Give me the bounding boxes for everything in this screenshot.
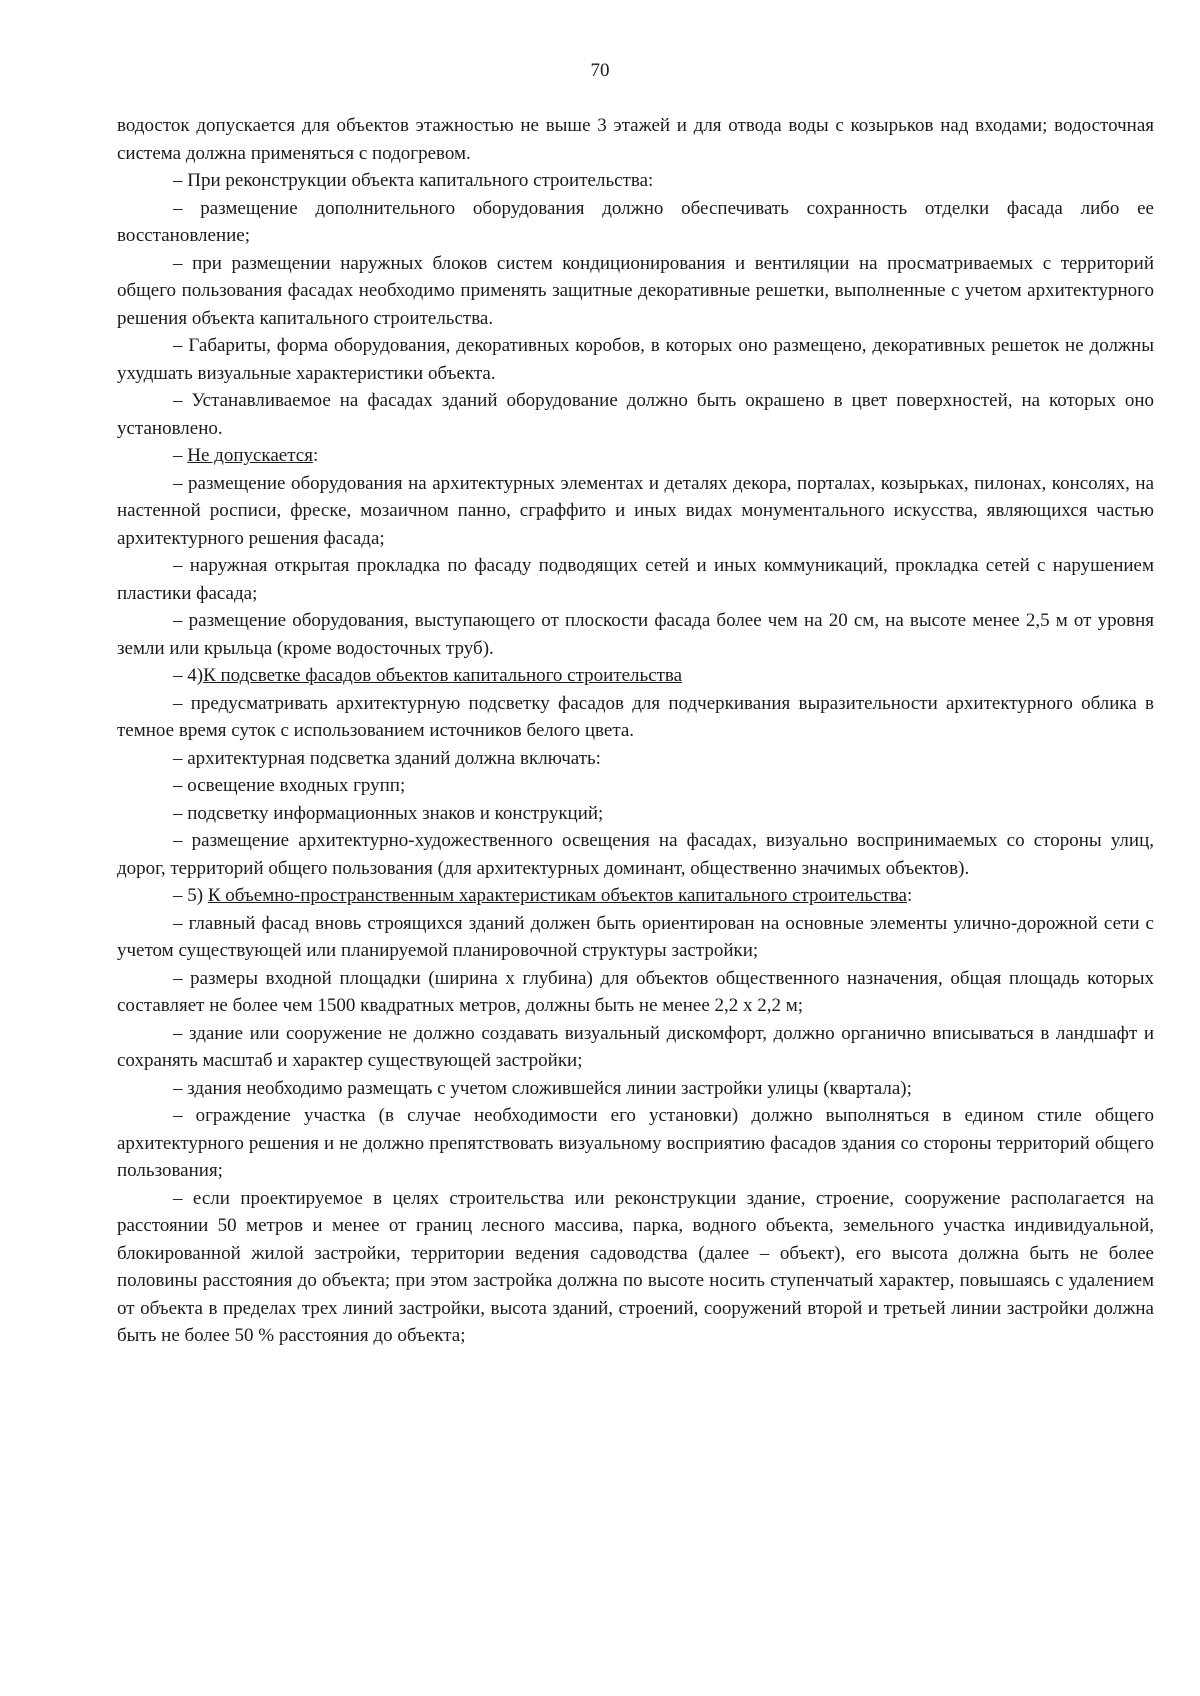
paragraph: – при размещении наружных блоков систем кондиционирования и вентиляции на просматриваемых с территорий общего пользования фасадах необходимо применять защитные декоративные решетки, выполненные с учетом архитектурного решения объекта капитального строительства. bbox=[117, 252, 1154, 329]
paragraph-heading bbox=[117, 882, 1154, 910]
heading-suffix: : bbox=[907, 885, 913, 906]
paragraph: – здание или сооружение не должно создавать визуальный дискомфорт, должно органично вписываться в ландшафт и сохранять масштаб и характер существующей застройки; bbox=[117, 1022, 1154, 1071]
paragraph: – главный фасад вновь строящихся зданий должен быть ориентирован на основные элементы улично-дорожной сети с учетом существующей или планируемой планировочной структуры застройки; bbox=[117, 912, 1154, 961]
underlined-heading: К объемно-пространственным характеристикам объектов капитального строительства bbox=[207, 885, 907, 906]
paragraph: водосток допускается для объектов этажностью не выше 3 этажей и для отвода воды с козырьков над входами; водосточная система должна применяться с подогревом. bbox=[117, 115, 1154, 164]
paragraph: – подсветку информационных знаков и конструкций; bbox=[173, 802, 604, 824]
paragraph-heading bbox=[117, 442, 1154, 470]
paragraph: – размещение дополнительного оборудования должно обеспечивать сохранность отделки фасада либо ее восстановление; bbox=[117, 197, 1154, 246]
underlined-heading: Не допускается bbox=[187, 445, 313, 466]
paragraph: – наружная открытая прокладка по фасаду подводящих сетей и иных коммуникаций, прокладка сетей с нарушением пластики фасада; bbox=[117, 555, 1154, 604]
heading-prefix: – 5) bbox=[173, 885, 208, 906]
paragraph: – если проектируемое в целях строительства или реконструкции здание, строение, сооружение располагается на расстоянии 50 метров и менее от границ лесного массива, парка, водного объекта, земельного участка индивидуальной, блокированной жилой застройки, территории ведения садоводства (далее – объект), его высота должна быть не более половины расстояния до объекта; при этом застройка должна по высоте носить ступенчатый характер, повышаясь с удалением от объекта в пределах трех линий застройки, высота зданий, строений, сооружений второй и третьей линии застройки должна быть не более 50 % расстояния до объекта; bbox=[117, 1187, 1154, 1346]
paragraph: – освещение входных групп; bbox=[173, 775, 406, 796]
heading-prefix: – 4) bbox=[173, 665, 204, 686]
paragraph: – архитектурная подсветка зданий должна включать: bbox=[173, 747, 601, 769]
paragraph: – Устанавливаемое на фасадах зданий оборудование должно быть окрашено в цвет поверхностей, на которых оно установлено. bbox=[117, 390, 1154, 439]
paragraph-heading bbox=[117, 662, 1154, 690]
document-body bbox=[117, 112, 1154, 1350]
paragraph: – Габариты, форма оборудования, декоративных коробов, в которых оно размещено, декоративных решеток не должны ухудшать визуальные характеристики объекта. bbox=[117, 335, 1154, 384]
paragraph: – размещение архитектурно-художественного освещения на фасадах, визуально воспринимаемых со стороны улиц, дорог, территорий общего пользования (для архитектурных доминант, общественно значимых объектов). bbox=[117, 830, 1154, 879]
page-number: 70 bbox=[590, 60, 610, 81]
paragraph: – размеры входной площадки (ширина х глубина) для объектов общественного назначения, общая площадь которых составляет не более чем 1500 квадратных метров, должны быть не менее 2,2 х 2,2 м; bbox=[117, 967, 1154, 1016]
paragraph: – ограждение участка (в случае необходимости его установки) должно выполняться в едином стиле общего архитектурного решения и не должно препятствовать визуальному восприятию фасадов здания со стороны территорий общего пользования; bbox=[117, 1105, 1154, 1181]
paragraph: – При реконструкции объекта капитального строительства: bbox=[173, 170, 654, 191]
heading-prefix: – bbox=[173, 445, 188, 466]
heading-suffix: : bbox=[312, 445, 319, 466]
paragraph: – размещение оборудования на архитектурных элементах и деталях декора, порталах, козырьках, пилонах, консолях, на настенной росписи, фреске, мозаичном панно, сграффито и иных видах монументального искусства, являющихся частью архитектурного решения фасада; bbox=[117, 472, 1154, 549]
underlined-heading: К подсветке фасадов объектов капитального строительства bbox=[203, 665, 683, 686]
paragraph: – размещение оборудования, выступающего от плоскости фасада более чем на 20 см, на высоте менее 2,5 м от уровня земли или крыльца (кроме водосточных труб). bbox=[117, 610, 1154, 659]
paragraph: – предусматривать архитектурную подсветку фасадов для подчеркивания выразительности архитектурного облика в темное время суток с использованием источников белого цвета. bbox=[117, 692, 1154, 741]
paragraph: – здания необходимо размещать с учетом сложившейся линии застройки улицы (квартала); bbox=[173, 1077, 912, 1099]
